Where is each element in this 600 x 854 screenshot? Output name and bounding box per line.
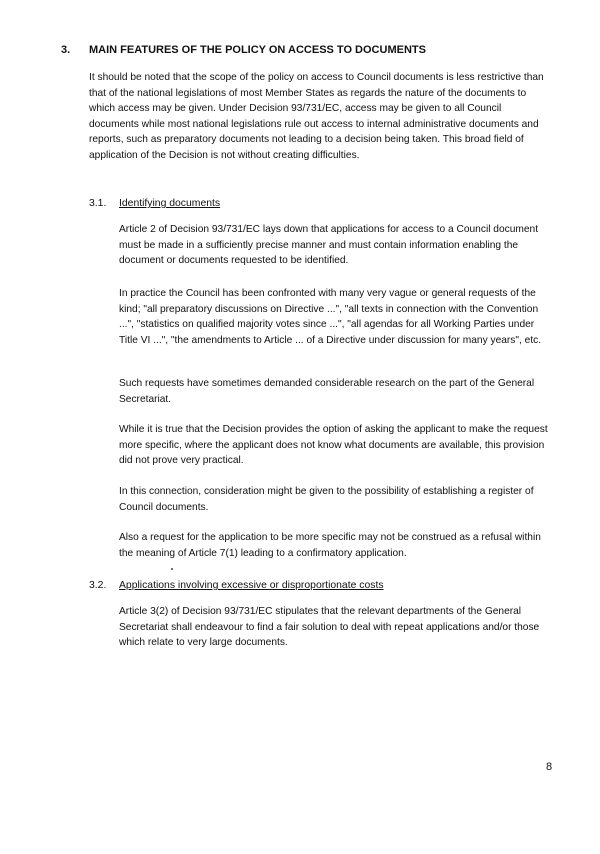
body-paragraph: Also a request for the application to be more specific may not be construed as a refusal within the meaning of Article 7(1) leading to a confirmatory application.: [119, 532, 541, 559]
body-paragraph: Article 2 of Decision 93/731/EC lays down that applications for access to a Council document must be made in a sufficiently precise manner and must contain information enabling the document or documents requested to be identified.: [119, 224, 539, 267]
section-number: 3.: [61, 44, 71, 56]
subsection-number: 3.2.: [89, 580, 107, 591]
subsection-title: Applications involving excessive or disproportionate costs: [119, 580, 384, 591]
intro-paragraph: It should be noted that the scope of the policy on access to Council documents is less restrictive than that of the national legislations of most Member States as regards the nature of the documents to which access may be given. Under Decision 93/731/EC, access may be given to all Council documents while most national legislations rule out access to internal administrative documents and reports, such as preparatory documents not leading to a decision being taken. This broad field of application of the Decision is not without creating difficulties.: [89, 72, 544, 161]
body-paragraph: Article 3(2) of Decision 93/731/EC stipulates that the relevant departments of the General Secretariat shall endeavour to find a fair solution to deal with repeat applications and/or those which relate to very large documents.: [119, 606, 540, 649]
body-paragraph: In this connection, consideration might be given to the possibility of establishing a register of Council documents.: [119, 486, 534, 513]
subsection-number: 3.1.: [89, 198, 107, 209]
body-paragraph: Such requests have sometimes demanded considerable research on the part of the General Secretariat.: [119, 378, 535, 405]
subsection-title: Identifying documents: [119, 198, 221, 209]
body-paragraph: In practice the Council has been confronted with many very vague or general requests of the kind; "all preparatory discussions on Directive ...", "all texts in connection with the Convention ...", "statistics on qualified majority votes since ...", "all agendas for all Working Parties under Title VI ...", "the amendments to Article ... of a Directive under discussion for many years", etc.: [119, 288, 542, 346]
scan-speck: [171, 568, 173, 570]
page-number: 8: [546, 761, 553, 773]
section-title: MAIN FEATURES OF THE POLICY ON ACCESS TO DOCUMENTS: [89, 44, 426, 56]
body-paragraph: While it is true that the Decision provides the option of asking the applicant to make the request more specific, where the applicant does not know what documents are available, this provision did not prove very practical.: [119, 424, 548, 467]
